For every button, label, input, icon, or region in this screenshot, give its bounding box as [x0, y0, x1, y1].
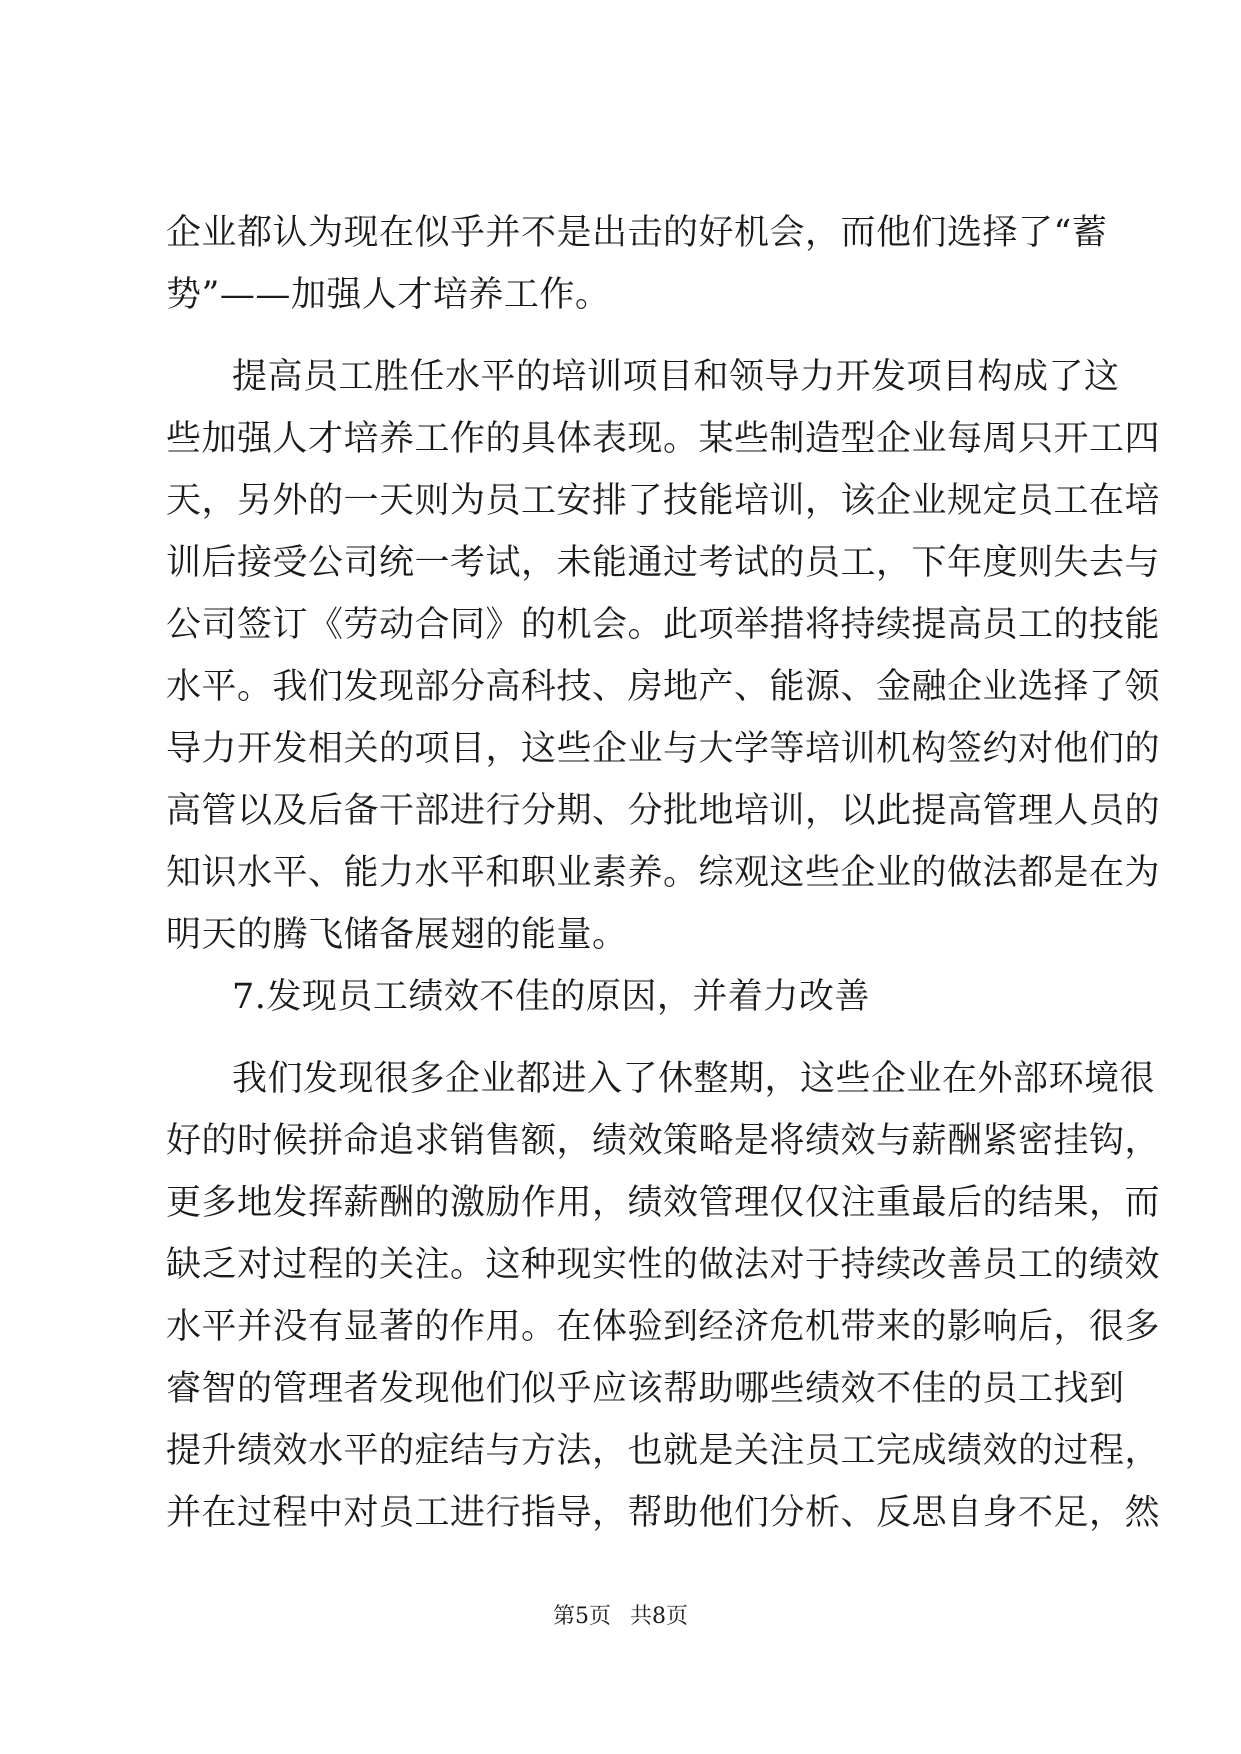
text-line: 好的时候拼命追求销售额，绩效策略是将绩效与薪酬紧密挂钩， — [166, 1121, 1161, 1161]
text-line: 水平并没有显著的作用。在体验到经济危机带来的影响后，很多 — [166, 1307, 1161, 1347]
text-line: 并在过程中对员工进行指导，帮助他们分析、反思自身不足，然 — [166, 1493, 1161, 1533]
text-line: 训后接受公司统一考试，未能通过考试的员工，下年度则失去与 — [166, 543, 1161, 583]
text-line: 企业都认为现在似乎并不是出击的好机会，而他们选择了“蓄 — [166, 213, 1108, 253]
text-line: 知识水平、能力水平和职业素养。综观这些企业的做法都是在为 — [166, 853, 1161, 893]
page-total: 共8页 — [630, 1604, 688, 1629]
page-number: 第5页 — [553, 1604, 611, 1629]
text-line: 势”——加强人才培养工作。 — [166, 275, 611, 315]
page-footer — [0, 1602, 1241, 1632]
section-heading: 7.发现员工绩效不佳的原因，并着力改善 — [232, 977, 870, 1017]
text-line: 高管以及后备干部进行分期、分批地培训，以此提高管理人员的 — [166, 791, 1161, 831]
text-line: 更多地发挥薪酬的激励作用，绩效管理仅仅注重最后的结果，而 — [166, 1183, 1161, 1223]
paragraph-first-line: 提高员工胜任水平的培训项目和领导力开发项目构成了这 — [232, 357, 1120, 397]
text-line: 导力开发相关的项目，这些企业与大学等培训机构签约对他们的 — [166, 729, 1161, 769]
text-line: 公司签订《劳动合同》的机会。此项举措将持续提高员工的技能 — [166, 605, 1161, 645]
text-line: 提升绩效水平的症结与方法，也就是关注员工完成绩效的过程， — [166, 1431, 1161, 1471]
paragraph-first-line: 我们发现很多企业都进入了休整期，这些企业在外部环境很 — [232, 1059, 1156, 1099]
text-line: 些加强人才培养工作的具体表现。某些制造型企业每周只开工四 — [166, 419, 1161, 459]
text-line: 天，另外的一天则为员工安排了技能培训，该企业规定员工在培 — [166, 481, 1161, 521]
text-line: 明天的腾飞储备展翅的能量。 — [166, 915, 628, 955]
text-line: 睿智的管理者发现他们似乎应该帮助哪些绩效不佳的员工找到 — [166, 1369, 1125, 1409]
text-line: 缺乏对过程的关注。这种现实性的做法对于持续改善员工的绩效 — [166, 1245, 1161, 1285]
text-line: 水平。我们发现部分高科技、房地产、能源、金融企业选择了领 — [166, 667, 1161, 707]
